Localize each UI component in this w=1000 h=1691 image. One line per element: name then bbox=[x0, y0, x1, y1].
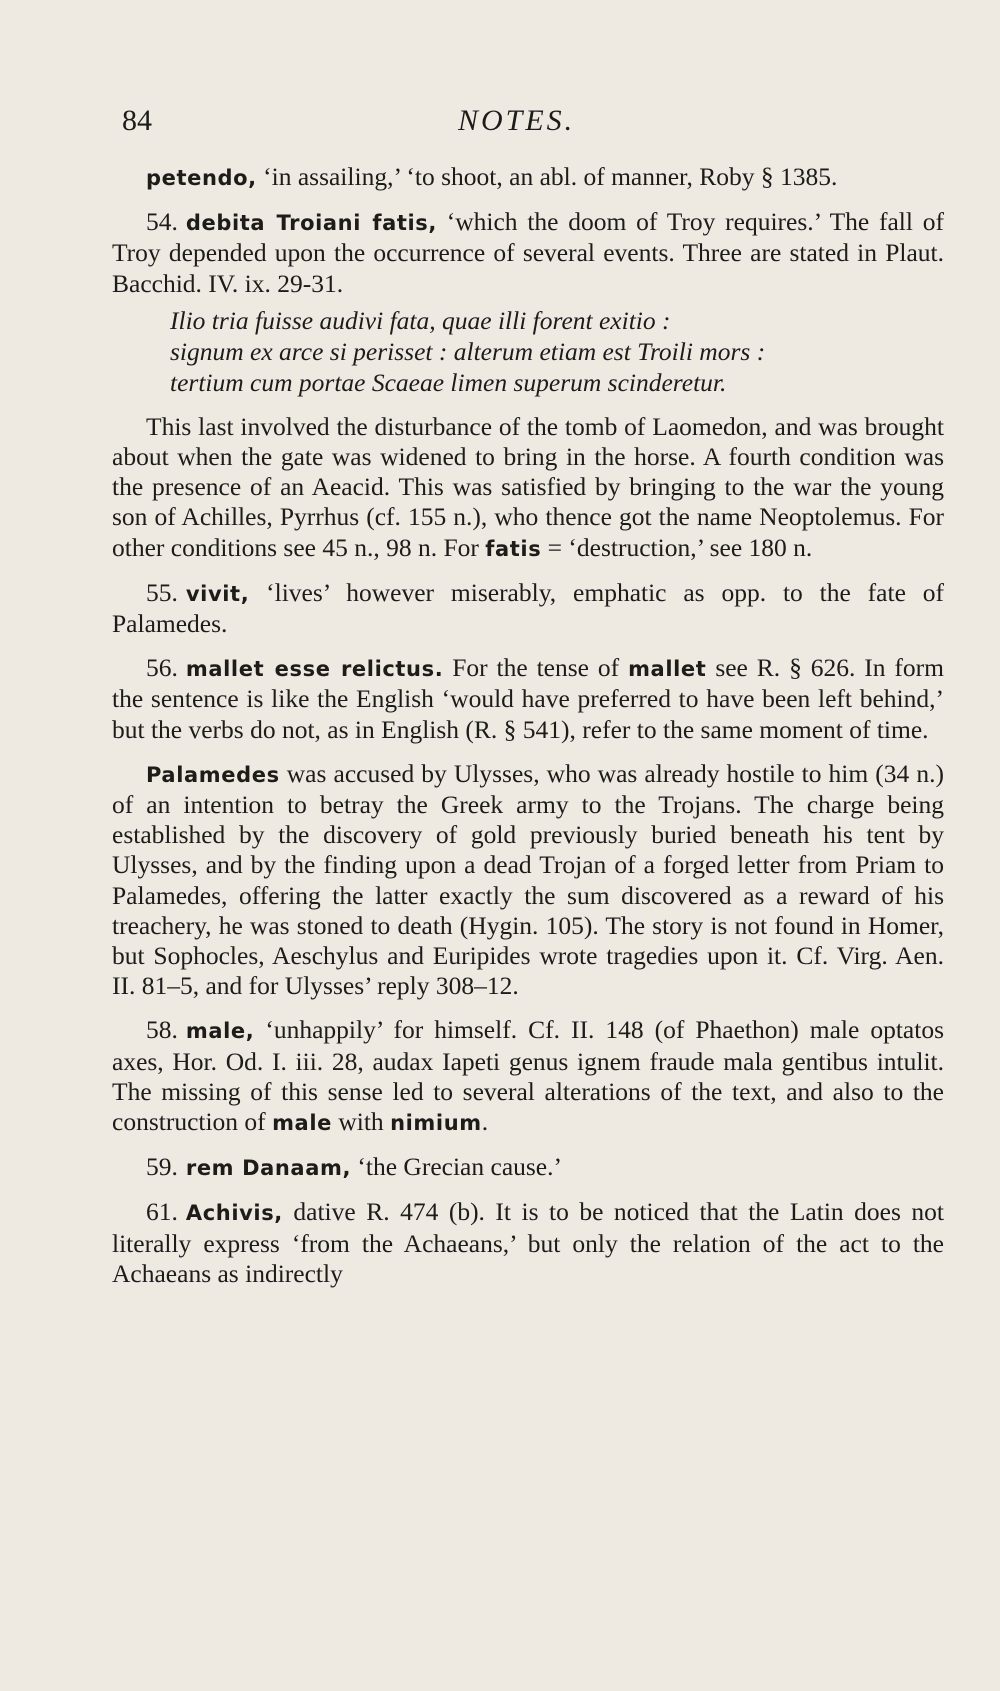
para-text: was accused by Ulysses, who was already hostile to him (34 n.) of an intention to betray the Greek army to the Trojans. The charge being established by the discovery of gold previously buried beneath his tent by Ulysses, and by the finding upon a dead Trojan of a forged letter from Priam to Palamedes, offering the latter exactly the sum discovered as a reward of his treachery, he was stoned to death (Hygin. 105). The story is not found in Homer, but Sophocles, Aeschylus and Euripides wrote tragedies upon it. Cf. Virg. Aen. II. 81–5, and for Ulysses’ reply 308–12. bbox=[112, 758, 944, 1001]
note-55 bbox=[112, 578, 944, 639]
note-56 bbox=[112, 653, 944, 745]
page-number: 84 bbox=[122, 104, 152, 137]
note-number: 55. bbox=[146, 577, 178, 607]
bold-term: fatis bbox=[485, 536, 542, 561]
note-lemma: petendo, bbox=[146, 166, 257, 190]
note-text: . bbox=[481, 1107, 489, 1137]
plautus-quotation bbox=[170, 305, 944, 398]
note-text: with bbox=[331, 1107, 391, 1137]
note-lemma: vivit, bbox=[185, 581, 250, 606]
paragraph-laomedon bbox=[112, 412, 944, 564]
note-lemma: male, bbox=[185, 1019, 255, 1044]
running-head: NOTES. bbox=[458, 104, 576, 137]
note-58 bbox=[112, 1015, 944, 1138]
page-header bbox=[122, 104, 940, 144]
note-text: ‘lives’ however miserably, emphatic as opp. to the fate of Palamedes. bbox=[112, 577, 944, 639]
note-petendo bbox=[112, 162, 944, 193]
note-number: 61. bbox=[146, 1197, 178, 1227]
note-text: see R. § 626. In form the sentence is like the English ‘would have preferred to have been left behind,’ but the verbs do not, as in English (R. § 541), refer to the same moment of time. bbox=[112, 653, 944, 744]
notes-body bbox=[112, 162, 944, 1303]
note-number: 54. bbox=[146, 207, 178, 237]
bold-term: nimium bbox=[390, 1111, 482, 1136]
note-number: 58. bbox=[146, 1015, 178, 1045]
note-lemma: Achivis, bbox=[185, 1201, 283, 1226]
note-number: 59. bbox=[146, 1152, 178, 1182]
note-lemma: mallet esse relictus. bbox=[185, 657, 444, 682]
note-lemma: Palamedes bbox=[146, 762, 280, 787]
note-text: ‘the Grecian cause.’ bbox=[351, 1152, 562, 1182]
quote-line: signum ex arce si perisset : alterum etiam est Troili mors : bbox=[170, 336, 766, 366]
note-text: dative R. 474 (b). It is to be noticed that the Latin does not literally express ‘from the Achaeans,’ but only the relation of the act to the Achaeans as indirectly bbox=[112, 1197, 944, 1288]
para-text: = ‘destruction,’ see 180 n. bbox=[541, 532, 813, 562]
para-text: This last involved the disturbance of the tomb of Laomedon, and was brought about when the gate was widened to bring in the horse. A fourth condition was the presence of an Aeacid. This was satisfied by bringing to the war the young son of Achilles, Pyrrhus (cf. 155 n.), who thence got the name Neoptolemus. For other conditions see 45 n., 98 n. For bbox=[112, 411, 944, 562]
bold-term: mallet bbox=[628, 657, 707, 682]
quote-line: tertium cum portae Scaeae limen superum scinderetur. bbox=[170, 367, 727, 397]
note-54 bbox=[112, 207, 944, 299]
note-text: ‘which the doom of Troy requires.’ The fall of Troy depended upon the occurrence of several events. Three are stated in Plaut. Bacchid. IV. ix. 29-31. bbox=[112, 207, 944, 298]
quote-line: Ilio tria fuisse audivi fata, quae illi forent exitio : bbox=[170, 305, 671, 335]
note-lemma: rem Danaam, bbox=[185, 1156, 352, 1181]
note-text: ‘unhappily’ for himself. Cf. II. 148 (of Phaethon) male optatos axes, Hor. Od. I. iii. 28, audax Iapeti genus ignem fraude mala gentibus intulit. The missing of this sense led to several alterations of the text, and also to the construction of bbox=[112, 1015, 944, 1137]
note-lemma: debita Troiani fatis, bbox=[185, 211, 437, 236]
paragraph-palamedes bbox=[112, 759, 944, 1002]
note-text: For the tense of bbox=[443, 653, 629, 683]
note-59 bbox=[112, 1152, 944, 1183]
note-61 bbox=[112, 1197, 944, 1289]
note-text: ‘in assailing,’ ‘to shoot, an abl. of manner, Roby § 1385. bbox=[256, 162, 838, 191]
bold-term: male bbox=[272, 1111, 332, 1136]
note-number: 56. bbox=[146, 653, 178, 683]
